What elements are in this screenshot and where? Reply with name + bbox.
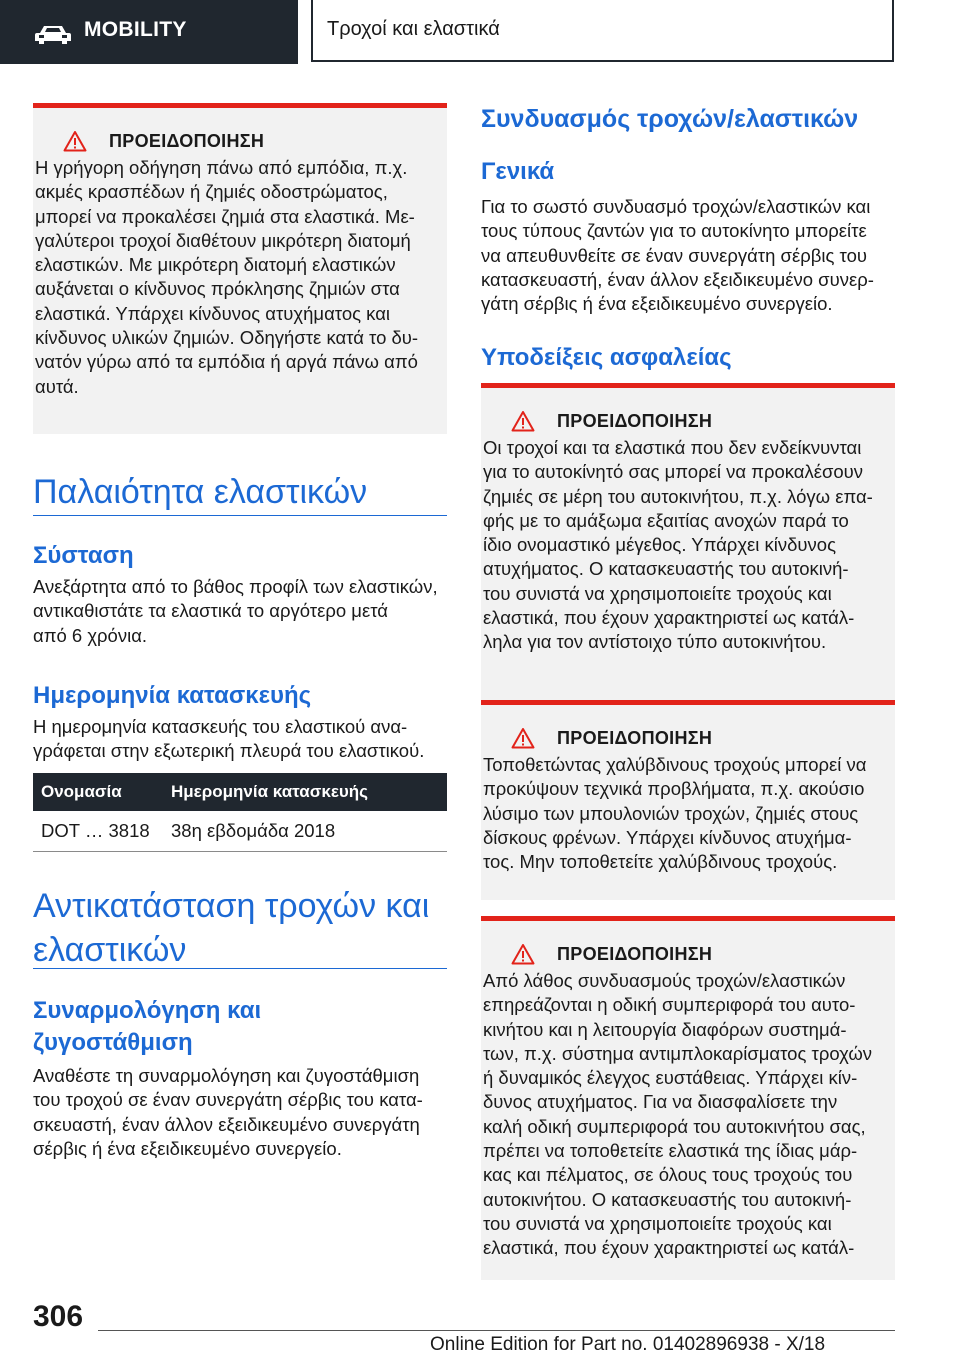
- text-line: προκύψουν τεχνικά προβλήματα, π.χ. ακούσιο: [483, 778, 865, 800]
- warning-text: [483, 969, 879, 1261]
- heading-line: ζυγοστάθμιση: [33, 1029, 193, 1056]
- subheading-recommendation: Σύσταση: [33, 542, 134, 569]
- text-line: γαλύτεροι τροχοί διαθέτουν μικρότερη διατομή: [35, 229, 411, 251]
- text-line: δίσκους φρένων. Υπάρχει κίνδυνος ατυχήμα-: [483, 826, 852, 848]
- text-line: λύσιμο των μπουλονιών τροχών, ζημιές στους: [483, 802, 859, 824]
- text-line: του συνιστά να χρησιμοποιείτε τροχούς και: [483, 1212, 832, 1234]
- text-line: Ανεξάρτητα από το βάθος προφίλ των ελαστικών,: [33, 576, 438, 597]
- subheading-safety: Υποδείξεις ασφαλείας: [481, 344, 732, 371]
- text-line: κας και πέλματος, σε όλους τους τροχούς του: [483, 1164, 853, 1186]
- table-cell: DOT … 3818: [41, 820, 150, 841]
- warning-box-unsuitable-wheels: [481, 383, 895, 703]
- text-line: για το αυτοκίνητό σας μπορεί να προκαλέσουν: [483, 461, 864, 483]
- text-line: ή δυναμικός έλεγχος ευστάθειας. Υπάρχει κίν-: [483, 1067, 858, 1089]
- heading-tire-age: Παλαιότητα ελαστικών: [33, 473, 368, 511]
- heading-line: Αντικατάσταση τροχών και: [33, 887, 430, 925]
- subheading-general: Γενικά: [481, 158, 555, 185]
- warning-box-steel-wheels: [481, 700, 895, 900]
- page-number: 306: [33, 1300, 84, 1333]
- subheading-mounting: [33, 995, 261, 1059]
- heading-replacement: [33, 884, 429, 972]
- manufacture-date-text: [33, 715, 424, 764]
- text-line: του συνιστά να χρησιμοποιείτε τροχούς και: [483, 582, 832, 604]
- warning-header: [511, 943, 879, 965]
- text-line: πρέπει να τοποθετείτε ελαστικά της ίδιας μάρ-: [483, 1140, 858, 1162]
- recommendation-text: [33, 575, 438, 648]
- text-line: Για το σωστό συνδυασμό τροχών/ελαστικών και: [481, 196, 871, 217]
- warning-header: [511, 727, 879, 749]
- warning-triangle-icon: [511, 410, 535, 432]
- table-header-cell: Ονομασία: [41, 782, 122, 801]
- text-line: ίδιο ονομαστικό μέγεθος. Υπάρχει κίνδυνος: [483, 534, 837, 556]
- text-line: ελαστικών. Με μικρότερη διατομή ελαστικών: [35, 254, 396, 276]
- text-line: ελαστικά, που έχουν χαρακτηριστεί ως κατάλ-: [483, 1237, 855, 1259]
- warning-text: [483, 753, 879, 874]
- warning-box-fast-driving: [33, 103, 447, 434]
- general-text: [481, 195, 874, 316]
- warning-header: [511, 410, 879, 432]
- warning-box-wrong-combination: [481, 916, 895, 1280]
- warning-title: ΠΡΟΕΙΔΟΠΟΙΗΣΗ: [557, 943, 713, 964]
- text-line: να απευθυνθείτε σε έναν συνεργάτη σέρβις του: [481, 244, 867, 266]
- text-line: ατυχήματος. Ο κατασκευαστής του αυτοκινή-: [483, 558, 849, 580]
- warning-triangle-icon: [511, 727, 535, 749]
- table-header-cell: Ημερομηνία κατασκευής: [171, 782, 369, 801]
- text-line: κίνδυνος υλικών ζημιών. Οδηγήστε κατά το δυ-: [35, 327, 419, 349]
- text-line: ελαστικά. Υπάρχει κίνδυνος ατυχήματος και: [35, 302, 390, 324]
- text-line: Από λάθος συνδυασμούς τροχών/ελαστικών: [483, 970, 846, 991]
- table-header: [33, 773, 447, 811]
- text-line: κατασκευαστή, έναν άλλον εξειδικευμένο συνερ-: [481, 268, 874, 290]
- warning-title: ΠΡΟΕΙΔΟΠΟΙΗΣΗ: [109, 130, 265, 151]
- text-line: γάτη σέρβις ή ένα εξειδικευμένο συνεργείο.: [481, 293, 833, 315]
- warning-title: ΠΡΟΕΙΔΟΠΟΙΗΣΗ: [557, 410, 713, 431]
- warning-title: ΠΡΟΕΙΔΟΠΟΙΗΣΗ: [557, 727, 713, 748]
- heading-line: ελαστικών: [33, 931, 187, 969]
- table-cell: 38η εβδομάδα 2018: [171, 820, 336, 841]
- footer-edition: Online Edition for Part no. 01402896938 - X/18: [430, 1334, 826, 1355]
- car-icon: [34, 24, 72, 46]
- text-line: αυξάνεται ο κίνδυνος πρόκλησης ζημιών στα: [35, 278, 400, 300]
- text-line: καλή οδική συμπεριφορά του αυτοκινήτου σας,: [483, 1115, 866, 1137]
- text-line: αυτά.: [35, 375, 79, 397]
- text-line: επηρεάζονται η οδική συμπεριφορά του αυτο-: [483, 994, 856, 1016]
- text-line: Τοποθετώντας χαλύβδινους τροχούς μπορεί να: [483, 754, 867, 775]
- heading-line: Συναρμολόγηση και: [33, 997, 262, 1024]
- heading-rule: [33, 968, 447, 969]
- text-line: ακμές κρασπέδων ή ζημιές οδοστρώματος,: [35, 181, 388, 203]
- text-line: μπορεί να προκαλέσει ζημιά στα ελαστικά. Με-: [35, 205, 415, 227]
- text-line: φής με το αμάξωμα εξαιτίας ανοχών παρά το: [483, 509, 849, 531]
- heading-rule: [33, 515, 447, 516]
- header-section-label: MOBILITY: [84, 18, 187, 41]
- text-line: αντικαθιστάτε τα ελαστικά το αργότερο μετά: [33, 600, 388, 622]
- text-line: ελαστικά, που έχουν χαρακτηριστεί ως κατάλ-: [483, 607, 855, 629]
- text-line: δυνος ατυχήματος. Για να διασφαλίσετε την: [483, 1091, 838, 1113]
- text-line: τος. Μην τοποθετείτε χαλύβδινους τροχούς.: [483, 851, 838, 873]
- header-chapter-title: Τροχοί και ελαστικά: [327, 18, 500, 40]
- subheading-manufacture-date: Ημερομηνία κατασκευής: [33, 682, 312, 709]
- heading-combination: Συνδυασμός τροχών/ελαστικών: [481, 105, 859, 133]
- header-chapter-box: [311, 0, 894, 62]
- text-line: Η ημερομηνία κατασκευής του ελαστικού ανα-: [33, 716, 408, 737]
- text-line: των, π.χ. σύστημα αντιμπλοκαρίσματος τροχών: [483, 1042, 873, 1064]
- text-line: τους τύπους ζαντών για το αυτοκίνητο μπορείτε: [481, 220, 867, 242]
- header-section-tab: [0, 0, 298, 64]
- text-line: νατόν γύρω από τα εμπόδια ή αργά πάνω από: [35, 351, 418, 373]
- mounting-text: [33, 1064, 423, 1161]
- text-line: του τροχού σε έναν συνεργάτη σέρβις του κατα-: [33, 1089, 423, 1111]
- text-line: κινήτου και η λειτουργία διαφόρων συστημά-: [483, 1018, 847, 1040]
- table-row: [33, 811, 447, 852]
- text-line: σκευαστή, έναν άλλον εξειδικευμένο συνεργάτη: [33, 1113, 420, 1135]
- footer-rule: [98, 1330, 895, 1331]
- warning-header: [63, 130, 431, 152]
- warning-triangle-icon: [511, 943, 535, 965]
- text-line: σέρβις ή ένα εξειδικευμένο συνεργείο.: [33, 1137, 342, 1159]
- warning-text: [483, 436, 879, 655]
- text-line: Η γρήγορη οδήγηση πάνω από εμπόδια, π.χ.: [35, 157, 408, 178]
- dot-table: [33, 773, 447, 852]
- text-line: από 6 χρόνια.: [33, 624, 148, 646]
- warning-triangle-icon: [63, 130, 87, 152]
- text-line: Αναθέστε τη συναρμολόγηση και ζυγοστάθμιση: [33, 1065, 420, 1086]
- text-line: ληλα για τον αντίστοιχο τύπο αυτοκινήτου.: [483, 631, 827, 653]
- text-line: ζημιές σε μέρη του αυτοκινήτου, π.χ. λόγω επα-: [483, 485, 873, 507]
- text-line: γράφεται στην εξωτερική πλευρά του ελαστικού.: [33, 740, 425, 762]
- text-line: αυτοκινήτου. Ο κατασκευαστής του αυτοκινή-: [483, 1188, 852, 1210]
- warning-text: [35, 156, 431, 399]
- text-line: Οι τροχοί και τα ελαστικά που δεν ενδείκνυνται: [483, 437, 862, 458]
